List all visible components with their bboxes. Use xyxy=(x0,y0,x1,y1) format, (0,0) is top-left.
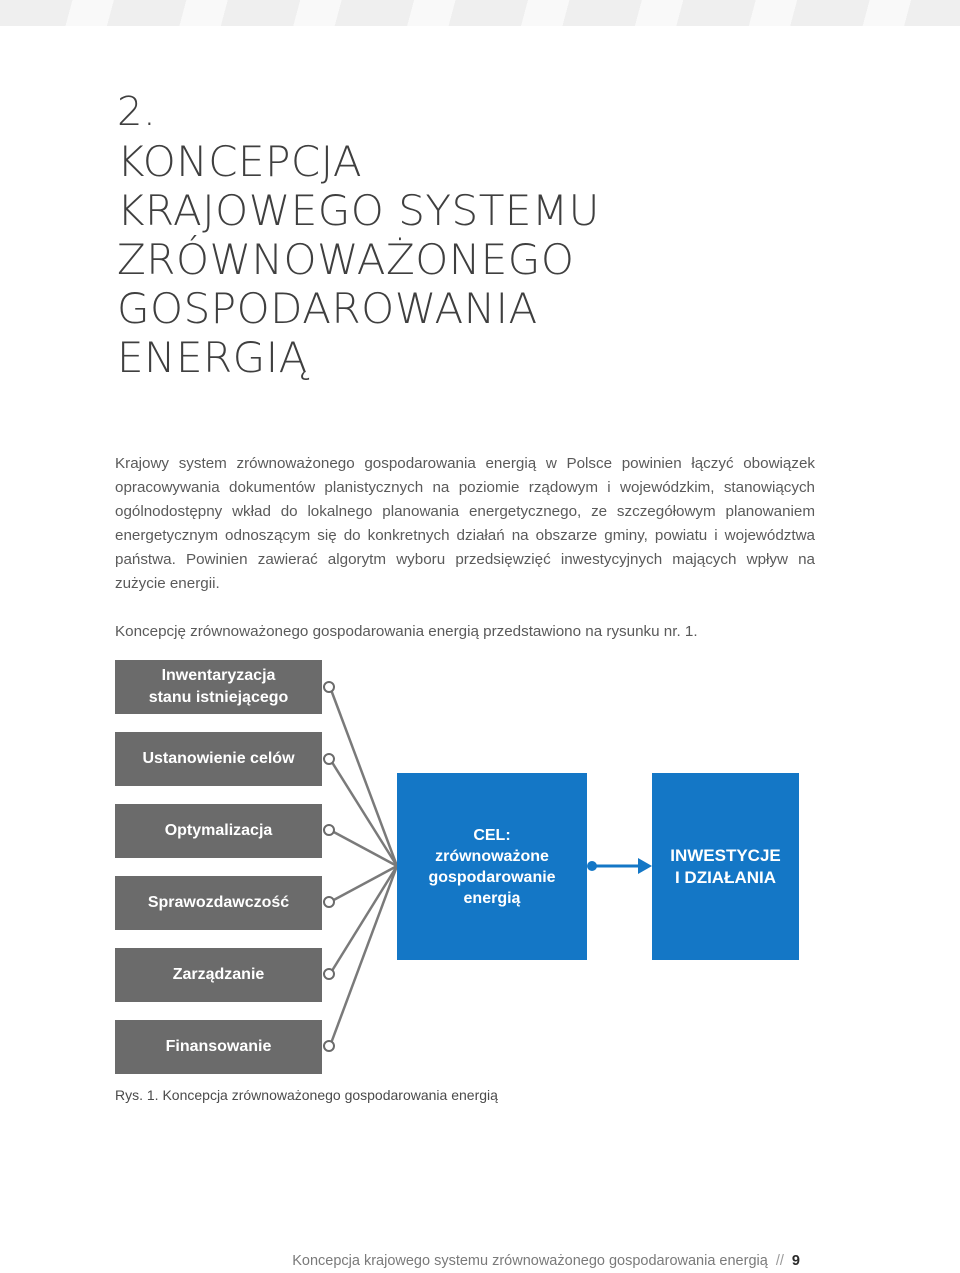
input-box-inventory xyxy=(115,660,322,714)
title-line: GOSPODAROWANIA xyxy=(117,284,538,333)
intro-paragraph: Krajowy system zrównoważonego gospodarowania energią w Polsce powinien łączyć obowiązek opracowywania dokumentów planistycznych na poziomie rządowym i wojewódzkim, stanowiących ogólnodostępny wkład do lokalnego planowania energetycznego, ze szczegółowym planowaniem energetycznym odnoszącym się do konkretnych działań na obszarze gminy, powiatu i województwa państwa. Powinien zawierać algorytm wyboru przedsięwzięć inwestycyjnych mających wpływ na zużycie energii. xyxy=(115,455,815,592)
input-box-financing xyxy=(115,1020,322,1074)
title-line: KONCEPCJA xyxy=(117,137,363,186)
input-box-label: Optymalizacja xyxy=(164,822,273,839)
input-box-management xyxy=(115,948,322,1002)
input-box-label: stanu istniejącego xyxy=(148,689,289,706)
input-box-label: Inwentaryzacja xyxy=(161,667,276,684)
input-box-goals xyxy=(115,732,322,786)
result-label: INWESTYCJE xyxy=(670,845,781,865)
figure-caption: Rys. 1. Koncepcja zrównoważonego gospodarowania energią xyxy=(115,1087,498,1103)
goal-label: gospodarowanie xyxy=(428,868,556,886)
result-label: I DZIAŁANIA xyxy=(674,867,777,887)
goal-label: zrównoważone xyxy=(435,847,549,865)
goal-label: CEL: xyxy=(473,826,511,844)
page-footer xyxy=(292,1253,800,1269)
page-number: 9 xyxy=(791,1253,800,1269)
footer-title: Koncepcja krajowego systemu zrównoważonego gospodarowania energią xyxy=(292,1253,768,1269)
footer-separator: // xyxy=(775,1253,784,1269)
input-box-label: Ustanowienie celów xyxy=(142,750,295,767)
input-box-label: Zarządzanie xyxy=(172,966,265,983)
goal-box xyxy=(397,773,587,960)
figure-reference-paragraph: Koncepcję zrównoważonego gospodarowania energią przedstawiono na rysunku nr. 1. xyxy=(115,623,698,640)
title-line: ZRÓWNOWAŻONEGO xyxy=(117,235,575,284)
investments-box xyxy=(652,773,799,960)
title-line: KRAJOWEGO SYSTEMU xyxy=(117,186,600,235)
goal-label: energią xyxy=(463,889,521,907)
input-box-label: Finansowanie xyxy=(165,1038,272,1055)
input-box-optimization xyxy=(115,804,322,858)
input-box-reporting xyxy=(115,876,322,930)
title-line: ENERGIĄ xyxy=(117,333,308,382)
input-box-label: Sprawozdawczość xyxy=(147,894,290,911)
chapter-number: 2. xyxy=(117,89,157,135)
